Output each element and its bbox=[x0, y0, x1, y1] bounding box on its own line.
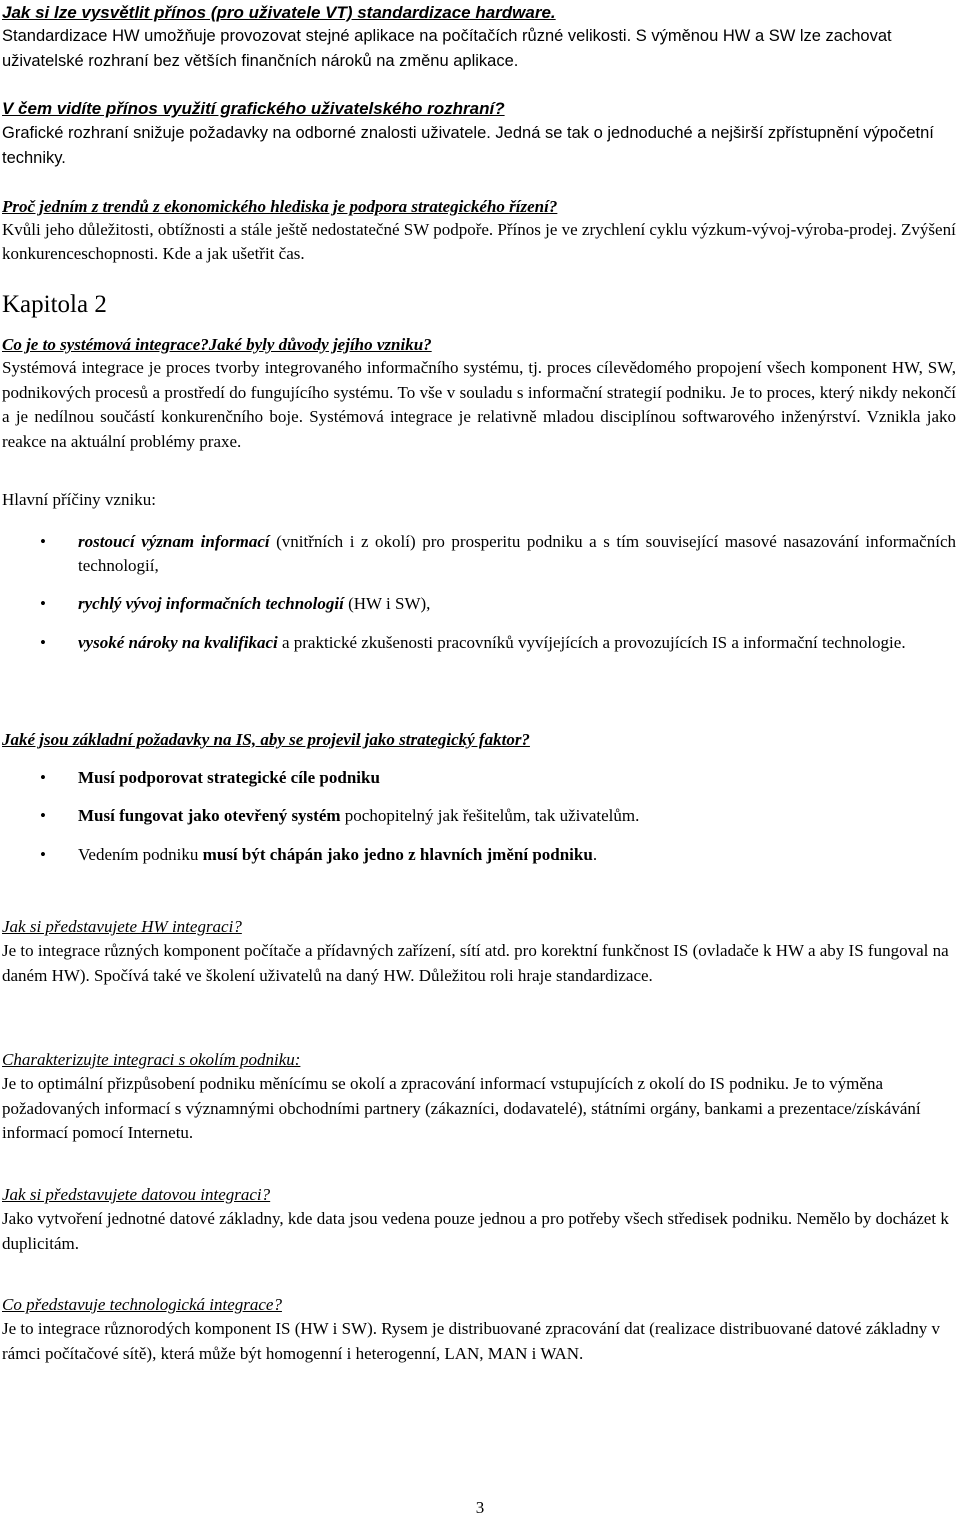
list-item bbox=[78, 766, 956, 790]
list-item-text: (vnitřních i z okolí) pro prosperitu podniku a s tím související masové nasazování informačních technologií, bbox=[78, 532, 956, 575]
list-item bbox=[78, 804, 956, 828]
page-number: 3 bbox=[475, 1498, 485, 1517]
question-hw-integration: Jak si představujete HW integraci? bbox=[2, 917, 242, 936]
question-hw-standardization: Jak si lze vysvětlit přínos (pro uživatele VT) standardizace hardware. bbox=[2, 3, 556, 22]
bullet-icon: • bbox=[40, 845, 46, 864]
answer-strategic-management: Kvůli jeho důležitosti, obtížnosti a stále ještě nedostatečné SW podpoře. Přínos je ve zrychlení cyklu výzkum-vývoj-výroba-prodej. Zvýšení konkurenceschopnosti. Kde a jak ušetřit čas. bbox=[2, 220, 956, 263]
list-item-text: (HW i SW), bbox=[343, 594, 431, 613]
chapter-title: Kapitola 2 bbox=[2, 291, 107, 318]
question-environment-integration: Charakterizujte integraci s okolím podniku: bbox=[2, 1050, 301, 1069]
bullet-icon: • bbox=[40, 768, 46, 787]
question-system-integration: Co je to systémová integrace?Jaké byly důvody jejího vzniku? bbox=[2, 335, 432, 354]
causes-label: Hlavní příčiny vzniku: bbox=[2, 490, 156, 509]
list-item-bold: Musí podporovat strategické cíle podniku bbox=[78, 768, 380, 787]
bullet-icon: • bbox=[40, 532, 46, 551]
question-data-integration: Jak si představujete datovou integraci? bbox=[2, 1185, 271, 1204]
bullet-icon: • bbox=[40, 633, 46, 652]
list-item-text: pochopitelný jak řešitelům, tak uživatelům. bbox=[340, 806, 640, 825]
list-item-text: a praktické zkušenosti pracovníků vyvíjejících a provozujících IS a informační technologie. bbox=[277, 633, 906, 652]
question-technology-integration: Co představuje technologická integrace? bbox=[2, 1295, 282, 1314]
answer-gui-benefit: Grafické rozhraní snižuje požadavky na odborné znalosti uživatele. Jedná se tak o jednoduché a nejširší zpřístupnění výpočetní techniky. bbox=[2, 124, 934, 167]
question-is-requirements: Jaké jsou základní požadavky na IS, aby se projevil jako strategický faktor? bbox=[2, 730, 530, 749]
answer-system-integration: Systémová integrace je proces tvorby integrovaného informačního systému, tj. proces cílevědomého propojení všech komponent HW, SW, podnikových procesů a prostředí do fungujícího systému. To vše v souladu s informační strategií podniku. Je to proces, který nikdy nekončí a je nedílnou součástí konkurenčního boje. Systémová integrace je relativně mladou disciplínou softwarového inženýrství. Vznikla jako reakce na aktuální problémy praxe. bbox=[2, 358, 956, 451]
question-gui-benefit: V čem vidíte přínos využití grafického uživatelského rozhraní? bbox=[2, 99, 505, 118]
question-strategic-management: Proč jedním z trendů z ekonomického hlediska je podpora strategického řízení? bbox=[2, 197, 558, 216]
list-item bbox=[78, 530, 956, 578]
list-item-bold: Musí fungovat jako otevřený systém bbox=[78, 806, 341, 825]
bullet-icon: • bbox=[40, 806, 46, 825]
answer-environment-integration: Je to optimální přizpůsobení podniku měnícímu se okolí a zpracování informací vstupujících z okolí do IS podniku. Je to výměna požadovaných informací s významnými obchodními partnery (zákazníci, dodavatelé), státními orgány, bankami a prezentace/získávání informací pomocí Internetu. bbox=[2, 1074, 921, 1142]
list-item-text: . bbox=[592, 845, 598, 864]
list-item-emphasis: rychlý vývoj informačních technologií bbox=[78, 594, 344, 613]
bullet-icon: • bbox=[40, 594, 46, 613]
list-item bbox=[78, 592, 956, 616]
list-item bbox=[78, 843, 956, 867]
answer-data-integration: Jako vytvoření jednotné datové základny, kde data jsou vedena pouze jednou a pro potřeby všech středisek podniku. Nemělo by docházet k duplicitám. bbox=[2, 1209, 949, 1253]
answer-technology-integration: Je to integrace různorodých komponent IS (HW i SW). Rysem je distribuované zpracování dat (realizace distribuované datové základny v rámci počítačové sítě), která může být homogenní i heterogenní, LAN, MAN i WAN. bbox=[2, 1319, 940, 1363]
list-item-emphasis: vysoké nároky na kvalifikaci bbox=[78, 633, 278, 652]
answer-hw-integration: Je to integrace různých komponent počítače a přídavných zařízení, sítí atd. pro korektní funkčnost IS (ovladače k HW a aby IS fungoval na daném HW). Spočívá také ve školení uživatelů na daný HW. Důležitou roli hraje standardizace. bbox=[2, 941, 949, 985]
list-item-emphasis: rostoucí význam informací bbox=[78, 532, 270, 551]
list-item-bold: musí být chápán jako jedno z hlavních jmění podniku bbox=[202, 845, 593, 864]
list-item bbox=[78, 631, 956, 655]
list-item-text: Vedením podniku bbox=[78, 845, 203, 864]
answer-hw-standardization: Standardizace HW umožňuje provozovat stejné aplikace na počítačích různé velikosti. S výměnou HW a SW lze zachovat uživatelské rozhraní bez větších finančních nároků na změnu aplikace. bbox=[2, 27, 892, 70]
